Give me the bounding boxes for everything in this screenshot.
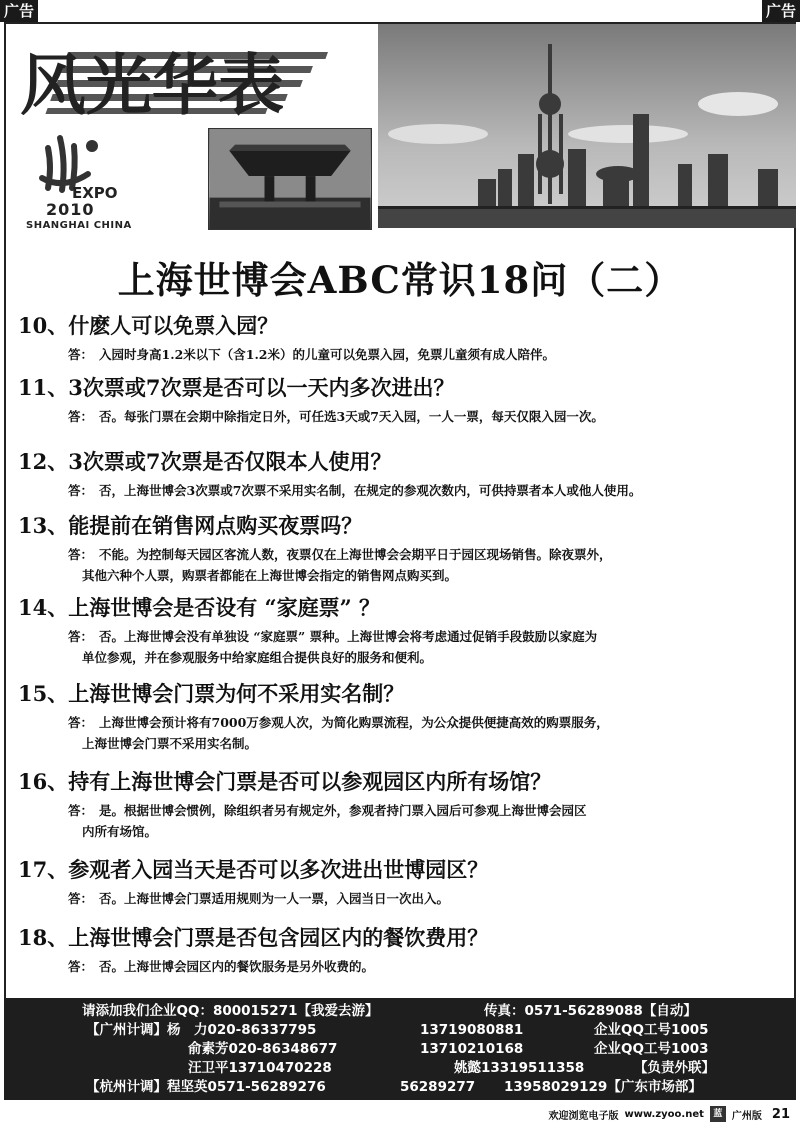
expo-text: EXPO xyxy=(72,184,118,202)
footer-fax-line: 传真：0571-56289088【自动】 xyxy=(484,1003,697,1019)
answer-label: 答： xyxy=(68,803,94,818)
answer-label: 答： xyxy=(68,347,94,362)
footer-contact-2-mobile: 13710210168 xyxy=(420,1041,524,1057)
question-number: 16、 xyxy=(18,769,69,794)
question-text: 上海世博会是否设有 “家庭票” ？ xyxy=(68,595,381,620)
footer-contact-hangzhou-3: 13958029129【广东市场部】 xyxy=(504,1079,702,1095)
qa-item xyxy=(18,448,788,501)
page-title: 上海世博会ABC常识18问（二） xyxy=(117,258,683,302)
answer xyxy=(18,406,788,427)
answer xyxy=(18,344,788,365)
question-text: 3次票或7次票是否可以一天内多次进出？ xyxy=(68,375,455,400)
question xyxy=(18,448,788,476)
qa-item xyxy=(18,594,788,668)
question-number: 17、 xyxy=(18,857,69,882)
qa-item xyxy=(18,856,788,909)
edition-label: 广州版 xyxy=(731,1110,762,1122)
question xyxy=(18,594,788,622)
question xyxy=(18,768,788,796)
footer-contact-1-mobile: 13719080881 xyxy=(420,1022,524,1038)
answer xyxy=(18,712,788,754)
answer-line: 其他六种个人票，购票者都能在上海世博会指定的销售网点购买到。 xyxy=(82,568,458,583)
answer-line: 是。根据世博会惯例，除组织者另有规定外，参观者持门票入园后可参观上海世博会园区 xyxy=(99,803,587,818)
footer-qq-line: 请添加我们企业QQ：800015271【我爱去游】 xyxy=(82,1003,379,1019)
question xyxy=(18,512,788,540)
answer-line: 否。上海世博会门票适用规则为一人一票，入园当日一次出入。 xyxy=(99,891,450,906)
answer-label: 答： xyxy=(68,409,94,424)
question-number: 11、 xyxy=(18,375,69,400)
logo-calligraphy-text: 风光华表 xyxy=(20,46,284,124)
expo-year: 2010 xyxy=(46,200,95,219)
page-number: 21 xyxy=(771,1106,790,1122)
question-number: 13、 xyxy=(18,513,69,538)
qa-item xyxy=(18,680,788,754)
question xyxy=(18,856,788,884)
question xyxy=(18,924,788,952)
footer-contact-1-qq: 企业QQ工号1005 xyxy=(594,1022,709,1038)
site-link[interactable]: www.zyoo.net xyxy=(624,1108,704,1120)
answer-line: 内所有场馆。 xyxy=(82,824,158,839)
answer-line: 否。每张门票在会期中除指定日外，可任选3天或7天入园，一人一票，每天仅限入园一次。 xyxy=(99,409,604,424)
answer-line: 上海世博会门票不采用实名制。 xyxy=(82,736,258,751)
question xyxy=(18,374,788,402)
question-number: 14、 xyxy=(18,595,69,620)
answer-label: 答： xyxy=(68,891,94,906)
footer-outreach-tag: 【负责外联】 xyxy=(634,1060,715,1076)
answer-label: 答： xyxy=(68,629,94,644)
footer-contact-4: 姚懿13319511358 xyxy=(454,1060,585,1076)
qa-item xyxy=(18,312,788,365)
footer-contact-1: 【广州计调】杨 力020-86337795 xyxy=(86,1022,317,1038)
footer-contact-2: 俞素芳020-86348677 xyxy=(188,1041,338,1057)
qa-item xyxy=(18,924,788,977)
answer-line: 入园时身高1.2米以下（含1.2米）的儿童可以免票入园，免票儿童须有成人陪伴。 xyxy=(99,347,556,362)
answer xyxy=(18,480,788,501)
answer-label: 答： xyxy=(68,715,94,730)
answer xyxy=(18,544,788,586)
ad-label-left: 广告 xyxy=(0,0,38,22)
answer-label: 答： xyxy=(68,547,94,562)
question-number: 12、 xyxy=(18,449,69,474)
brand-logo-icon: 蓝 xyxy=(710,1106,726,1122)
answer-line: 单位参观，并在参观服务中给家庭组合提供良好的服务和便利。 xyxy=(82,650,433,665)
answer xyxy=(18,626,788,668)
answer-line: 不能。为控制每天园区客流人数，夜票仅在上海世博会会期平日于园区现场销售。除夜票外， xyxy=(99,547,612,562)
question-number: 10、 xyxy=(18,313,69,338)
answer-line: 上海世博会预计将有7000万参观人次，为简化购票流程，为公众提供便捷高效的购票服务， xyxy=(99,715,609,730)
answer-line: 否。上海世博会没有单独设 “家庭票” 票种。上海世博会将考虑通过促销手段鼓励以家庭为 xyxy=(99,629,598,644)
shanghai-skyline-photo xyxy=(378,24,796,228)
ad-label-right: 广告 xyxy=(762,0,800,22)
answer xyxy=(18,956,788,977)
china-pavilion-photo xyxy=(208,128,372,230)
question xyxy=(18,312,788,340)
footer-contact-hangzhou: 【杭州计调】程坚英0571-56289276 xyxy=(86,1079,326,1095)
question-text: 能提前在销售网点购买夜票吗？ xyxy=(68,513,363,538)
question-text: 上海世博会门票是否包含园区内的餐饮费用？ xyxy=(68,925,489,950)
question-number: 18、 xyxy=(18,925,69,950)
question-text: 什麽人可以免票入园？ xyxy=(68,313,279,338)
page-bottom-bar xyxy=(548,1104,790,1124)
browse-label: 欢迎浏览电子版 xyxy=(548,1110,619,1122)
answer-line: 否，上海世博会3次票或7次票不采用实名制，在规定的参观次数内，可供持票者本人或他人使用。 xyxy=(99,483,642,498)
question-text: 持有上海世博会门票是否可以参观园区内所有场馆？ xyxy=(68,769,552,794)
answer-line: 否。上海世博会园区内的餐饮服务是另外收费的。 xyxy=(99,959,375,974)
question-number: 15、 xyxy=(18,681,69,706)
qa-item xyxy=(18,374,788,427)
calligraphy-logo xyxy=(16,30,336,125)
footer-contact-hangzhou-2: 56289277 xyxy=(400,1079,476,1095)
contact-footer xyxy=(4,998,796,1100)
question-text: 上海世博会门票为何不采用实名制？ xyxy=(68,681,405,706)
question-text: 3次票或7次票是否仅限本人使用？ xyxy=(68,449,392,474)
expo-city: SHANGHAI CHINA xyxy=(26,220,132,231)
question-text: 参观者入园当天是否可以多次进出世博园区？ xyxy=(68,857,489,882)
footer-contact-3: 汪卫平13710470228 xyxy=(188,1060,332,1076)
qa-item xyxy=(18,512,788,586)
answer xyxy=(18,888,788,909)
answer xyxy=(18,800,788,842)
footer-contact-2-qq: 企业QQ工号1003 xyxy=(594,1041,709,1057)
answer-label: 答： xyxy=(68,483,94,498)
answer-label: 答： xyxy=(68,959,94,974)
question xyxy=(18,680,788,708)
qa-item xyxy=(18,768,788,842)
